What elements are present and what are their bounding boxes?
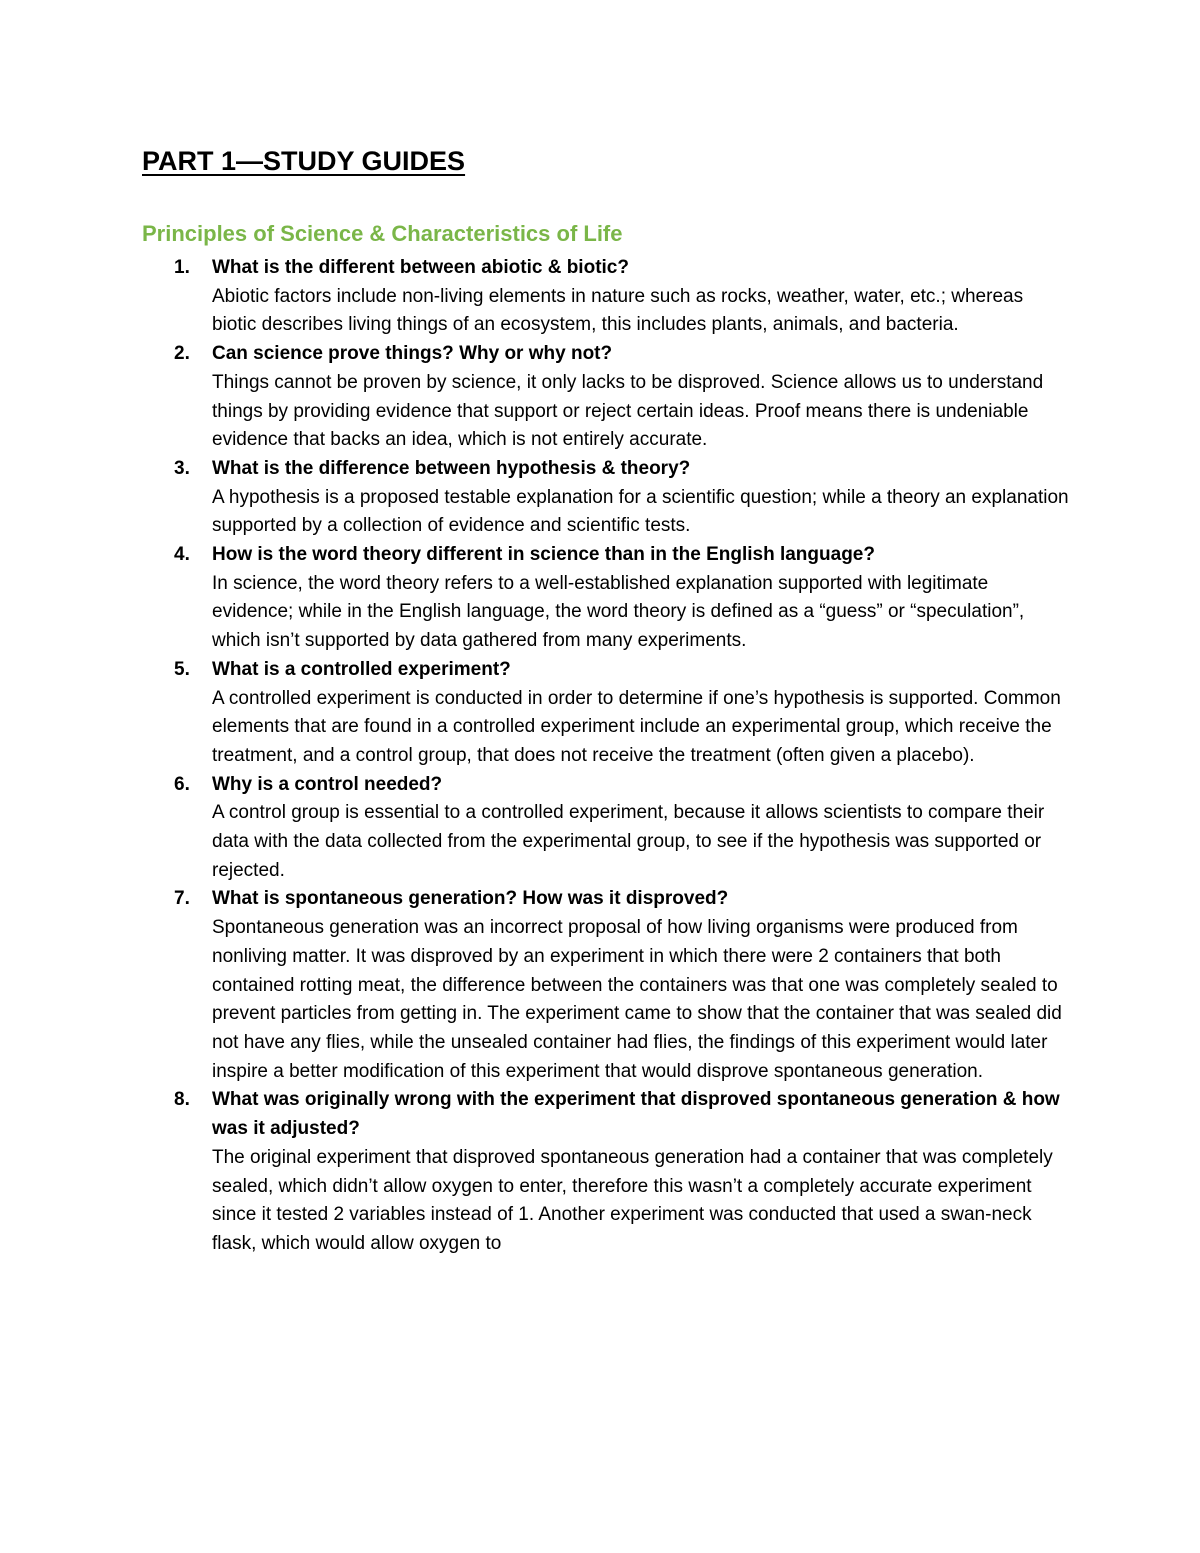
question-number: 6. — [174, 773, 190, 795]
question-number: 8. — [174, 1089, 190, 1111]
question-item — [0, 455, 1200, 541]
question-list — [0, 254, 1200, 1259]
answer-text: The original experiment that disproved spontaneous generation had a container that was completely sealed, which didn’t allow oxygen to enter, therefore this wasn’t a completely accurate experiment since it tested 2 variables instead of 1. Another experiment was conducted that used a swan-neck flask, which would allow oxygen to — [212, 1146, 1053, 1254]
question-number: 1. — [174, 257, 190, 278]
question-item — [0, 541, 1200, 656]
question-text: Why is a control needed? — [212, 773, 443, 795]
answer-text: A control group is essential to a controlled experiment, because it allows scientists to compare their data with the data collected from the experimental group, to see if the hypothesis was supported or rejected. — [212, 802, 1045, 881]
question-item — [0, 885, 1200, 1086]
part-title: PART 1—STUDY GUIDES — [142, 146, 466, 176]
answer-text: Things cannot be proven by science, it only lacks to be disproved. Science allows us to understand things by providing evidence that support or reject certain ideas. Proof means there is undeniable evidence that backs an idea, which is not entirely accurate. — [212, 371, 1044, 451]
question-number: 4. — [174, 544, 190, 566]
question-text: What was originally wrong with the experiment that disproved spontaneous generation & how was it adjusted? — [212, 1089, 1060, 1140]
answer-text: A hypothesis is a proposed testable explanation for a scientific question; while a theory an explanation supported by a collection of evidence and scientific tests. — [212, 486, 1069, 537]
question-number: 5. — [174, 658, 190, 680]
question-number: 7. — [174, 888, 190, 910]
question-text: How is the word theory different in science than in the English language? — [212, 544, 875, 566]
answer-text: In science, the word theory refers to a well-established explanation supported with legitimate evidence; while in the English language, the word theory is defined as a “guess” or “speculation”, which isn’t supported by data gathered from many experiments. — [212, 572, 1025, 652]
question-text: What is the difference between hypothesis & theory? — [212, 457, 691, 479]
question-text: What is the different between abiotic & biotic? — [212, 257, 629, 278]
answer-text: Spontaneous generation was an incorrect proposal of how living organisms were produced from nonliving matter. It was disproved by an experiment in which there were 2 containers that both contained rotting meat, the difference between the containers was that one was completely sealed to prevent particles from getting in. The experiment came to show that the container that was sealed did not have any flies, while the unsealed container had flies, the findings of this experiment would later inspire a better modification of this experiment that would disprove spontaneous generation. — [212, 917, 1062, 1082]
answer-text: A controlled experiment is conducted in order to determine if one’s hypothesis is supported. Common elements that are found in a controlled experiment include an experimental group, which receive the treatment, and a control group, that does not receive the treatment (often given a placebo). — [212, 687, 1061, 766]
section-heading: Principles of Science & Characteristics of Life — [142, 221, 623, 246]
question-item — [0, 771, 1200, 886]
question-number: 3. — [174, 457, 190, 479]
question-text: What is a controlled experiment? — [212, 658, 511, 680]
question-item — [0, 254, 1200, 340]
question-text: Can science prove things? Why or why not? — [212, 343, 613, 365]
question-item — [0, 1086, 1200, 1258]
question-number: 2. — [174, 343, 190, 365]
answer-text: Abiotic factors include non-living elements in nature such as rocks, weather, water, etc.; whereas biotic describes living things of an ecosystem, this includes plants, animals, and bacteria. — [212, 285, 1024, 336]
question-item — [0, 656, 1200, 771]
question-item — [0, 340, 1200, 455]
question-text: What is spontaneous generation? How was it disproved? — [212, 888, 729, 910]
